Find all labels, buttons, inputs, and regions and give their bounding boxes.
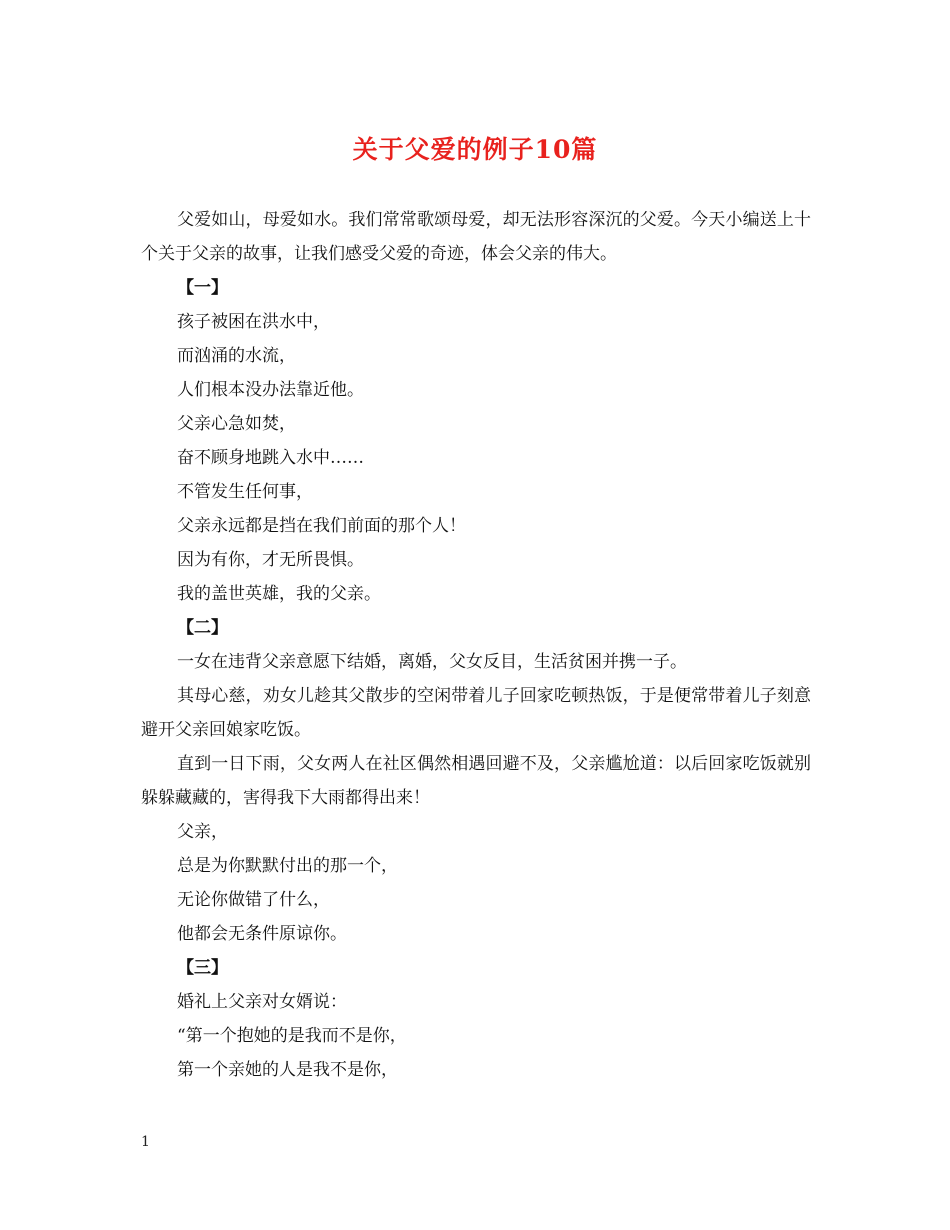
section-heading: 【二】 (177, 618, 228, 638)
paragraph: 父亲， (177, 822, 228, 842)
paragraph: 一女在违背父亲意愿下结婚，离婚，父女反目，生活贫困并携一子。 (177, 652, 687, 672)
paragraph: 不管发生任何事， (177, 482, 313, 502)
paragraph: 父亲永远都是挡在我们前面的那个人！ (177, 516, 466, 536)
paragraph: 奋不顾身地跳入水中…… (177, 448, 364, 468)
paragraph: 父爱如山，母爱如水。我们常常歌颂母爱，却无法形容深沉的父爱。今天小编送上十个关于父亲的故事，让我们感受父爱的奇迹，体会父亲的伟大。 (141, 210, 811, 264)
section-heading: 【三】 (177, 958, 228, 978)
section-heading: 【一】 (177, 278, 228, 298)
paragraph: 人们根本没办法靠近他。 (177, 380, 364, 400)
paragraph: 婚礼上父亲对女婿说： (177, 992, 347, 1012)
paragraph: “第一个抱她的是我而不是你， (177, 1026, 407, 1046)
paragraph: 孩子被困在洪水中， (177, 312, 330, 332)
paragraph: 直到一日下雨，父女两人在社区偶然相遇回避不及，父亲尴尬道：以后回家吃饭就别躲躲藏藏的，害得我下大雨都得出来！ (141, 754, 811, 808)
paragraph: 其母心慈，劝女儿趁其父散步的空闲带着儿子回家吃顿热饭，于是便常带着儿子刻意避开父亲回娘家吃饭。 (141, 686, 811, 740)
paragraph: 总是为你默默付出的那一个， (177, 856, 398, 876)
paragraph: 父亲心急如焚， (177, 414, 296, 434)
document-body (141, 203, 811, 1087)
page-number: 1 (141, 1134, 150, 1150)
paragraph: 我的盖世英雄，我的父亲。 (177, 584, 381, 604)
paragraph: 第一个亲她的人是我不是你， (177, 1060, 398, 1080)
document-title: 关于父爱的例子10篇 (352, 135, 598, 164)
paragraph: 而汹涌的水流， (177, 346, 296, 366)
paragraph: 无论你做错了什么， (177, 890, 330, 910)
paragraph: 他都会无条件原谅你。 (177, 924, 347, 944)
paragraph: 因为有你，才无所畏惧。 (177, 550, 364, 570)
